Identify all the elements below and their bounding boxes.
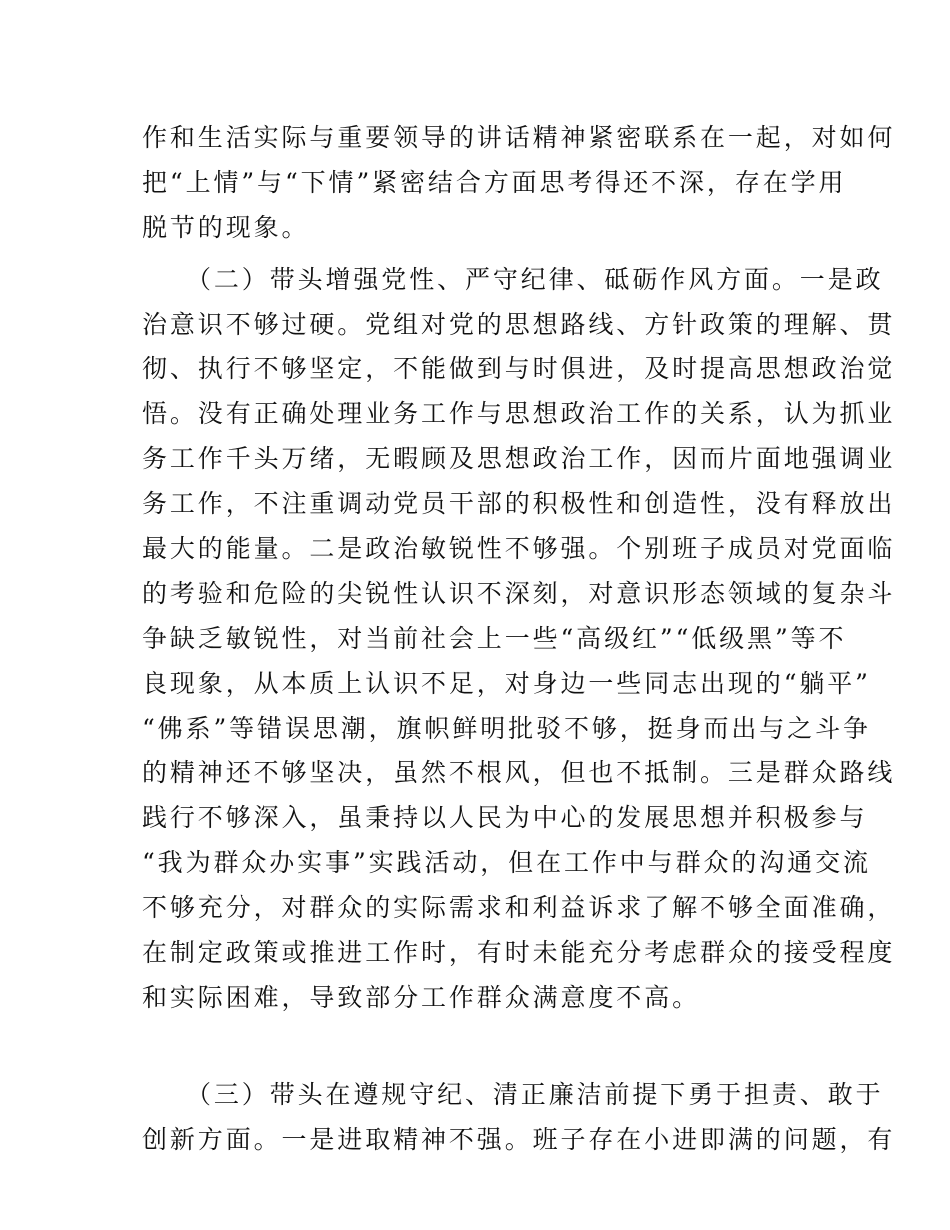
text-line: 和实际困难，导致部分工作群众满意度不高。 [142,982,701,1012]
text-line: （三）带头在遵规守纪、清正廉洁前提下勇于担责、敢于 [186,1079,884,1109]
paragraph-3 [142,1073,896,1163]
text-line: 悟。没有正确处理业务工作与思想政治工作的关系，认为抓业 [142,399,896,429]
text-line: 创新方面。一是进取精神不强。班子存在小进即满的问题，有 [142,1124,896,1154]
paragraph-2 [142,258,896,1066]
text-line [142,1021,812,1066]
text-line: 在制定政策或推进工作时，有时未能充分考虑群众的接受程度 [142,938,896,968]
text-line: （二）带头增强党性、严守纪律、砥砺作风方面。一是政 [186,264,884,294]
text-line: 良现象，从本质上认识不足，对身边一些同志出现的“躺平” [142,668,871,698]
text-line: 的精神还不够坚决，虽然不根风，但也不抵制。三是群众路线 [142,758,896,788]
text-line: 不够充分，对群众的实际需求和利益诉求了解不够全面准确， [142,893,896,923]
text-line: 务工作千头万绪，无暇顾及思想政治工作，因而片面地强调业 [142,444,896,474]
text-line: “佛系”等错误思潮，旗帜鲜明批驳不够，挺身而出与之斗争 [142,713,871,743]
text-line: 务工作，不注重调动党员干部的积极性和创造性，没有释放出 [142,489,896,519]
text-line: 治意识不够过硬。党组对党的思想路线、方针政策的理解、贯 [142,309,896,339]
text-line: “我为群众办实事”实践活动，但在工作中与群众的沟通交流 [142,848,871,878]
text-line: 的考验和危险的尖锐性认识不深刻，对意识形态领域的复杂斗 [142,578,896,608]
text-line: 最大的能量。二是政治敏锐性不够强。个别班子成员对党面临 [142,534,896,564]
text-line: 践行不够深入，虽秉持以人民为中心的发展思想并积极参与 [142,803,868,833]
text-line: 脱节的现象。 [142,212,310,242]
text-line: 把“上情”与“下情”紧密结合方面思考得还不深，存在学用 [142,167,847,197]
document-body [142,116,896,1162]
paragraph-1 [142,116,896,251]
text-line: 彻、执行不够坚定，不能做到与时俱进，及时提高思想政治觉 [142,354,896,384]
text-line: 作和生活实际与重要领导的讲话精神紧密联系在一起，对如何 [142,123,896,152]
text-line: 争缺乏敏锐性，对当前社会上一些“高级红”“低级黑”等不 [142,623,847,653]
